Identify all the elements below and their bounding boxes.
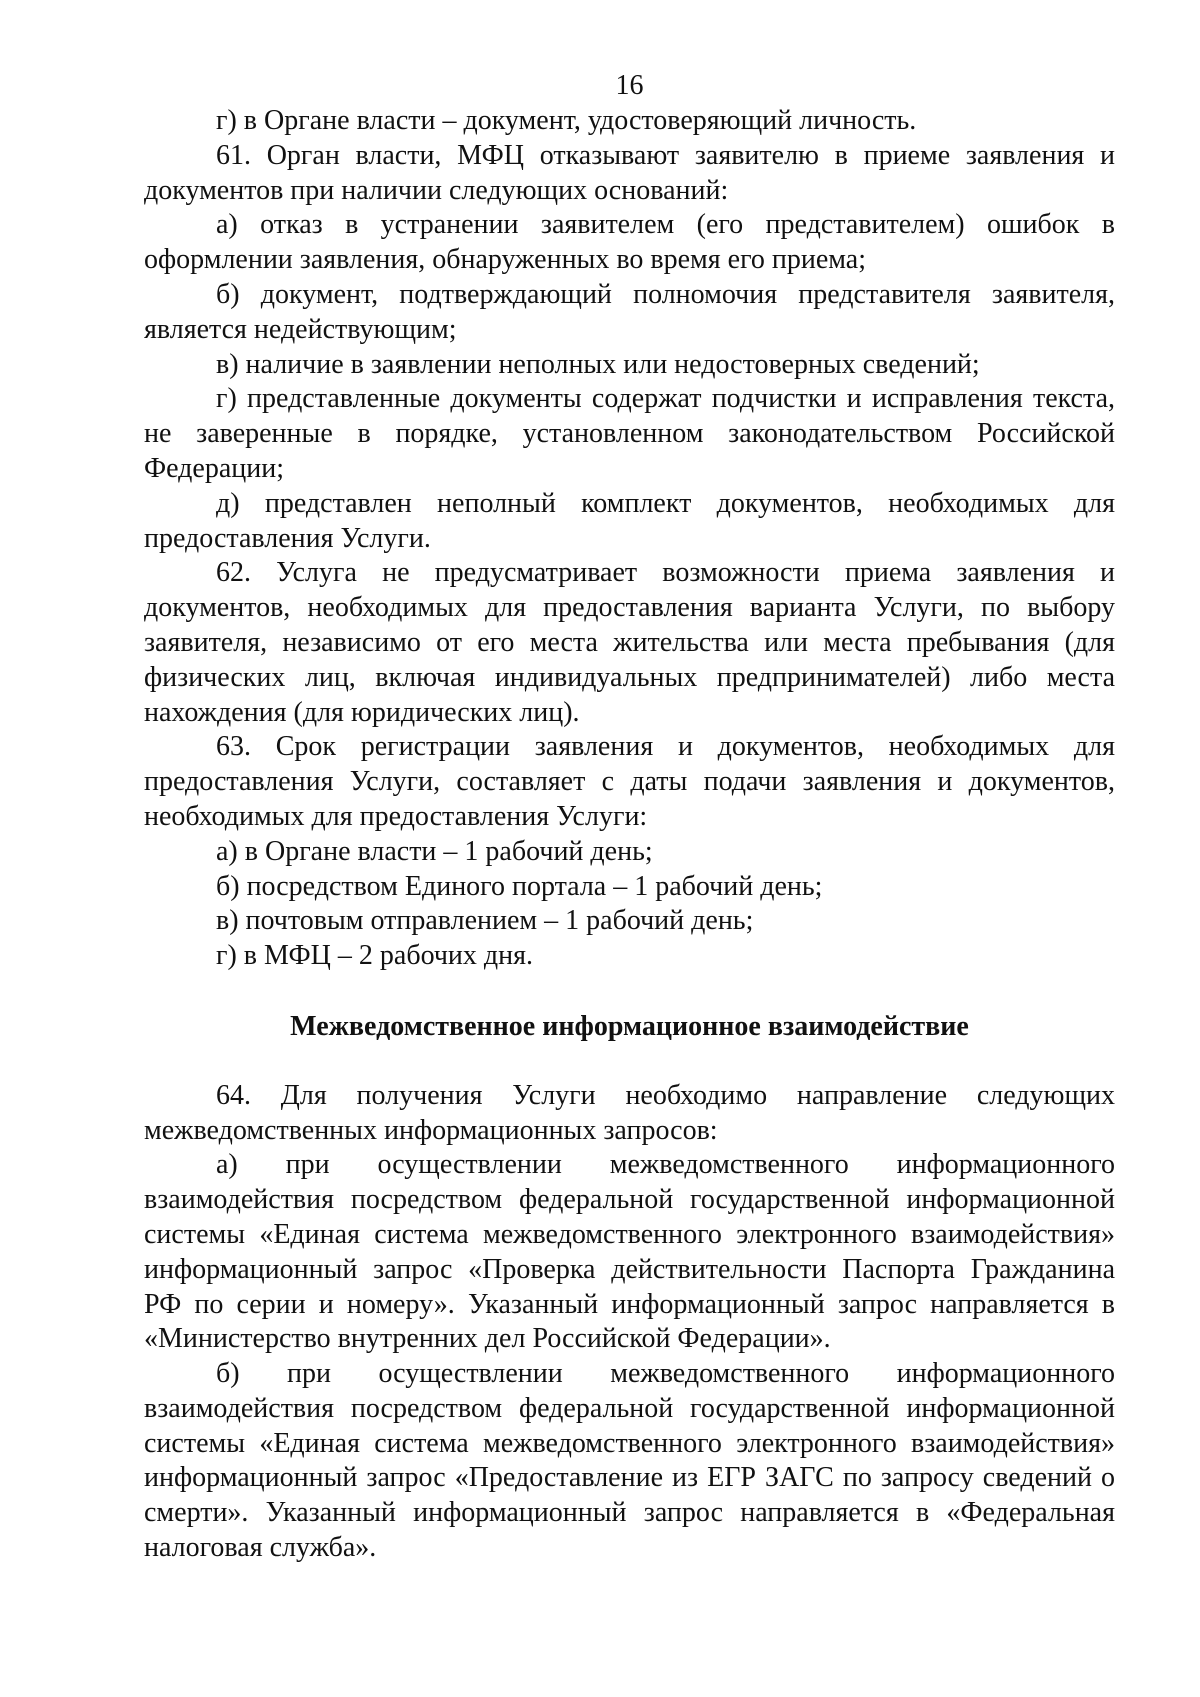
paragraph-63-a: а) в Органе власти – 1 рабочий день; xyxy=(216,835,653,867)
paragraph-61-v: в) наличие в заявлении неполных или недостоверных сведений; xyxy=(216,348,980,380)
paragraph-61-b: б) документ, подтверждающий полномочия представителя заявителя, является недействующим; xyxy=(144,278,1115,345)
document-page xyxy=(144,68,1115,1566)
paragraph-62: 62. Услуга не предусматривает возможности приема заявления и документов, необходимых для предоставления варианта Услуги, по выбору заявителя, независимо от его места жительства или места пребывания (для физических лиц, включая индивидуальных предпринимателей) либо места нахождения (для юридических лиц). xyxy=(144,557,1115,728)
paragraph-61: 61. Орган власти, МФЦ отказывают заявителю в приеме заявления и документов при наличии следующих оснований: xyxy=(144,139,1115,206)
paragraph-64: 64. Для получения Услуги необходимо направление следующих межведомственных информационных запросов: xyxy=(144,1079,1115,1146)
paragraph-63-v: в) почтовым отправлением – 1 рабочий день; xyxy=(216,905,754,937)
paragraph-61-g: г) представленные документы содержат подчистки и исправления текста, не заверенные в порядке, установленном законодательством Российской Федерации; xyxy=(144,383,1115,484)
paragraph-63-g: г) в МФЦ – 2 рабочих дня. xyxy=(216,940,534,972)
paragraph-item-g-identity: г) в Органе власти – документ, удостоверяющий личность. xyxy=(216,105,917,136)
section-heading: Межведомственное информационное взаимодействие xyxy=(290,1010,969,1042)
paragraph-61-a: а) отказ в устранении заявителем (его представителем) ошибок в оформлении заявления, обнаруженных во время его приема; xyxy=(144,209,1115,276)
paragraph-61-d: д) представлен неполный комплект документов, необходимых для предоставления Услуги. xyxy=(144,487,1115,554)
page-number: 16 xyxy=(615,70,644,101)
paragraph-63-b: б) посредством Единого портала – 1 рабочий день; xyxy=(216,870,823,902)
paragraph-64-a: а) при осуществлении межведомственного информационного взаимодействия посредством федеральной государственной информационной системы «Единая система межведомственного электронного взаимодействия» информационный запрос «Проверка действительности Паспорта Гражданина РФ по серии и номеру». Указанный информационный запрос направляется в «Министерство внутренних дел Российской Федерации». xyxy=(144,1149,1115,1355)
paragraph-64-b: б) при осуществлении межведомственного информационного взаимодействия посредством федеральной государственной информационной системы «Единая система межведомственного электронного взаимодействия» информационный запрос «Предоставление из ЕГР ЗАГС по запросу сведений о смерти». Указанный информационный запрос направляется в «Федеральная налоговая служба». xyxy=(144,1358,1115,1564)
paragraph-63: 63. Срок регистрации заявления и документов, необходимых для предоставления Услуги, составляет с даты подачи заявления и документов, необходимых для предоставления Услуги: xyxy=(144,731,1115,832)
